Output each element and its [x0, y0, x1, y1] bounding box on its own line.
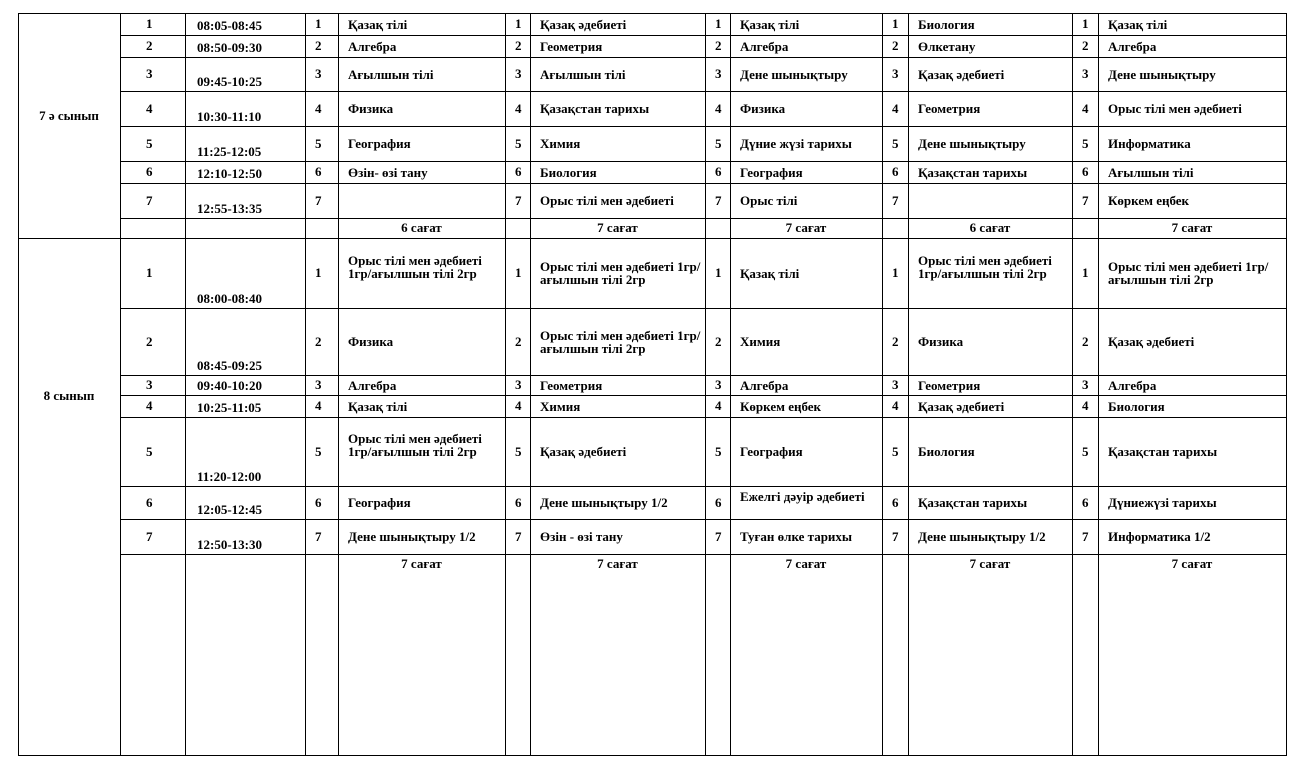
- subject-cell: Алгебра: [740, 377, 789, 393]
- table-hline: [18, 238, 1287, 239]
- subject-cell: Дүние жүзі тарихы: [740, 136, 852, 151]
- lesson-number: 7: [146, 192, 153, 208]
- subject-cell: Өзін - өзі тану: [540, 529, 623, 544]
- day-lesson-number: 2: [1082, 38, 1089, 53]
- subject-cell: Геометрия: [918, 377, 981, 393]
- subject-cell: Орыс тілі мен әдебиеті 1гр/ағылшын тілі 2гр: [348, 252, 482, 281]
- subject-cell: Алгебра: [740, 38, 789, 54]
- subject-cell: Қазақстан тарихы: [918, 495, 1028, 510]
- table-hline: [120, 35, 1287, 36]
- lesson-time: 10:30-11:10: [197, 109, 262, 124]
- hours-total: 7 сағат: [597, 556, 638, 571]
- day-lesson-number: 2: [515, 333, 522, 349]
- subject-cell: Химия: [540, 398, 581, 414]
- day-lesson-number: 4: [315, 100, 322, 116]
- day-lesson-number: 1: [515, 265, 522, 280]
- table-vline: [882, 13, 883, 755]
- day-lesson-number: 3: [715, 377, 722, 392]
- subject-cell: Дене шынықтыру: [1108, 66, 1216, 82]
- day-lesson-number: 3: [515, 66, 522, 81]
- day-lesson-number: 7: [715, 528, 722, 544]
- day-lesson-number: 3: [315, 66, 322, 81]
- subject-cell: Қазақ тілі: [740, 16, 800, 32]
- day-lesson-number: 5: [1082, 443, 1089, 459]
- day-lesson-number: 5: [515, 443, 522, 459]
- day-lesson-number: 5: [315, 443, 322, 459]
- subject-cell: Орыс тілі мен әдебиеті: [1108, 101, 1242, 116]
- hours-total: 7 сағат: [401, 556, 442, 571]
- table-hline: [120, 126, 1287, 127]
- subject-cell: Ағылшын тілі: [348, 66, 434, 82]
- table-hline: [120, 519, 1287, 520]
- day-lesson-number: 6: [1082, 494, 1089, 510]
- day-lesson-number: 2: [715, 38, 722, 53]
- subject-cell: Химия: [540, 136, 581, 151]
- table-hline: [120, 375, 1287, 376]
- table-hline: [120, 57, 1287, 58]
- subject-cell: Орыс тілі мен әдебиеті 1гр/ағылшын тілі 2гр: [540, 327, 701, 356]
- day-lesson-number: 4: [1082, 100, 1089, 116]
- day-lesson-number: 3: [892, 377, 899, 392]
- day-lesson-number: 7: [892, 192, 899, 208]
- subject-cell: Өлкетану: [918, 38, 976, 54]
- subject-cell: Информатика: [1108, 136, 1191, 151]
- subject-cell: Орыс тілі мен әдебиеті 1гр/ағылшын тілі 2гр: [918, 252, 1052, 281]
- subject-cell: География: [348, 495, 411, 510]
- day-lesson-number: 5: [892, 135, 899, 151]
- hours-total: 6 сағат: [401, 220, 442, 235]
- day-lesson-number: 4: [715, 398, 722, 413]
- table-vline: [338, 13, 339, 755]
- day-lesson-number: 4: [715, 100, 722, 116]
- day-lesson-number: 7: [315, 192, 322, 208]
- hours-total: 6 сағат: [969, 220, 1011, 235]
- lesson-time: 11:20-12:00: [197, 469, 262, 484]
- class-label: 7 ә сынып: [39, 107, 99, 123]
- day-lesson-number: 7: [515, 528, 522, 544]
- hours-total: 7 сағат: [785, 556, 827, 571]
- day-lesson-number: 4: [892, 398, 899, 413]
- day-lesson-number: 7: [315, 528, 322, 544]
- subject-cell: Көркем еңбек: [740, 398, 822, 414]
- subject-cell: Алгебра: [348, 377, 397, 393]
- lesson-time: 12:10-12:50: [197, 166, 262, 181]
- day-lesson-number: 1: [315, 16, 322, 31]
- day-lesson-number: 6: [1082, 164, 1089, 179]
- subject-cell: Өзін- өзі тану: [348, 164, 428, 180]
- lesson-number: 6: [146, 494, 153, 510]
- subject-cell: Дене шынықтыру: [740, 66, 848, 82]
- subject-cell: География: [740, 164, 803, 180]
- subject-cell: Биология: [918, 16, 975, 32]
- hours-total: 7 сағат: [597, 220, 638, 235]
- subject-cell: Қазақстан тарихы: [1108, 444, 1218, 459]
- lesson-number: 2: [146, 38, 153, 53]
- subject-cell: Геометрия: [540, 377, 603, 393]
- subject-cell: Қазақ тілі: [348, 16, 408, 32]
- subject-cell: Геометрия: [918, 101, 981, 116]
- subject-cell: Физика: [348, 101, 394, 116]
- lesson-number: 3: [146, 66, 153, 81]
- subject-cell: Геометрия: [540, 38, 603, 54]
- day-lesson-number: 2: [892, 38, 899, 53]
- day-lesson-number: 3: [515, 377, 522, 392]
- day-lesson-number: 3: [1082, 66, 1089, 81]
- subject-cell: Ежелгі дәуір әдебиеті: [740, 488, 865, 504]
- subject-cell: Физика: [918, 334, 964, 349]
- subject-cell: Орыс тілі мен әдебиеті: [540, 193, 674, 208]
- subject-cell: Қазақ тілі: [1108, 16, 1168, 32]
- day-lesson-number: 6: [315, 164, 322, 179]
- day-lesson-number: 1: [892, 265, 899, 280]
- day-lesson-number: 3: [715, 66, 722, 81]
- day-lesson-number: 1: [1082, 16, 1089, 31]
- day-lesson-number: 7: [515, 192, 522, 208]
- day-lesson-number: 6: [715, 164, 722, 179]
- day-lesson-number: 1: [515, 16, 522, 31]
- subject-cell: Дене шынықтыру: [918, 136, 1026, 151]
- hours-total: 7 сағат: [1171, 220, 1213, 235]
- table-hline: [120, 395, 1287, 396]
- subject-cell: Орыс тілі мен әдебиеті 1гр/ағылшын тілі 2гр: [540, 259, 701, 287]
- lesson-number: 4: [146, 398, 153, 413]
- subject-cell: Биология: [540, 164, 597, 180]
- table-vline: [185, 13, 186, 755]
- subject-cell: География: [740, 444, 803, 459]
- day-lesson-number: 3: [315, 377, 322, 392]
- day-lesson-number: 7: [892, 528, 899, 544]
- day-lesson-number: 4: [515, 398, 522, 413]
- day-lesson-number: 1: [1082, 265, 1089, 280]
- lesson-time: 08:00-08:40: [197, 291, 262, 306]
- lesson-number: 6: [146, 164, 153, 179]
- lesson-time: 11:25-12:05: [197, 144, 262, 159]
- table-hline: [120, 486, 1287, 487]
- table-hline: [18, 755, 1287, 756]
- table-vline: [705, 13, 706, 755]
- day-lesson-number: 6: [892, 494, 899, 510]
- day-lesson-number: 6: [715, 494, 722, 510]
- table-vline: [1072, 13, 1073, 755]
- lesson-number: 4: [146, 100, 153, 116]
- subject-cell: География: [348, 136, 411, 151]
- subject-cell: Орыс тілі: [740, 193, 798, 208]
- subject-cell: Ағылшын тілі: [1108, 164, 1194, 180]
- subject-cell: Дене шынықтыру 1/2: [918, 529, 1046, 544]
- day-lesson-number: 3: [1082, 377, 1089, 392]
- lesson-time: 12:05-12:45: [197, 502, 262, 517]
- lesson-number: 1: [146, 16, 153, 31]
- subject-cell: Көркем еңбек: [1108, 193, 1190, 208]
- subject-cell: Биология: [1108, 398, 1165, 414]
- day-lesson-number: 4: [515, 100, 522, 116]
- lesson-number: 1: [146, 265, 153, 280]
- lesson-time: 08:45-09:25: [197, 358, 262, 373]
- subject-cell: Орыс тілі мен әдебиеті 1гр/ағылшын тілі 2гр: [348, 431, 482, 459]
- subject-cell: Алгебра: [1108, 38, 1157, 54]
- day-lesson-number: 1: [715, 16, 722, 31]
- day-lesson-number: 6: [515, 494, 522, 510]
- subject-cell: Биология: [918, 444, 975, 459]
- lesson-number: 5: [146, 135, 153, 151]
- day-lesson-number: 6: [515, 164, 522, 179]
- lesson-number: 7: [146, 528, 153, 544]
- lesson-time: 08:05-08:45: [197, 18, 262, 33]
- table-vline: [505, 13, 506, 755]
- subject-cell: Қазақ тілі: [348, 398, 408, 414]
- day-lesson-number: 5: [715, 135, 722, 151]
- day-lesson-number: 2: [315, 38, 322, 53]
- hours-total: 7 сағат: [1171, 556, 1213, 571]
- table-hline: [18, 13, 1287, 14]
- subject-cell: Қазақ әдебиеті: [918, 398, 1005, 414]
- table-hline: [120, 417, 1287, 418]
- day-lesson-number: 7: [1082, 192, 1089, 208]
- lesson-time: 08:50-09:30: [197, 40, 262, 55]
- day-lesson-number: 6: [892, 164, 899, 179]
- table-hline: [120, 308, 1287, 309]
- hours-total: 7 сағат: [785, 220, 827, 235]
- lesson-time: 12:55-13:35: [197, 201, 262, 216]
- day-lesson-number: 5: [715, 443, 722, 459]
- subject-cell: Алгебра: [1108, 377, 1157, 393]
- table-vline: [120, 13, 121, 755]
- subject-cell: Алгебра: [348, 38, 397, 54]
- day-lesson-number: 2: [715, 333, 722, 349]
- day-lesson-number: 7: [715, 192, 722, 208]
- subject-cell: Туған өлке тарихы: [740, 529, 853, 544]
- subject-cell: Қазақ әдебиеті: [540, 444, 627, 459]
- day-lesson-number: 5: [315, 135, 322, 151]
- subject-cell: Қазақстан тарихы: [540, 101, 650, 116]
- table-hline: [120, 183, 1287, 184]
- schedule-table: [18, 13, 1286, 755]
- subject-cell: Дене шынықтыру 1/2: [540, 495, 668, 510]
- day-lesson-number: 5: [515, 135, 522, 151]
- table-vline: [1286, 13, 1287, 755]
- day-lesson-number: 1: [892, 16, 899, 31]
- day-lesson-number: 2: [892, 333, 899, 349]
- lesson-time: 09:40-10:20: [197, 378, 262, 393]
- day-lesson-number: 4: [1082, 398, 1089, 413]
- lesson-time: 09:45-10:25: [197, 74, 262, 89]
- day-lesson-number: 4: [315, 398, 322, 413]
- lesson-number: 5: [146, 443, 153, 459]
- subject-cell: Қазақстан тарихы: [918, 164, 1028, 180]
- day-lesson-number: 6: [315, 494, 322, 510]
- subject-cell: Қазақ тілі: [740, 265, 800, 281]
- day-lesson-number: 7: [1082, 528, 1089, 544]
- day-lesson-number: 1: [715, 265, 722, 280]
- subject-cell: Қазақ әдебиеті: [918, 66, 1005, 82]
- subject-cell: Химия: [740, 334, 781, 349]
- hours-total: 7 сағат: [969, 556, 1011, 571]
- lesson-number: 2: [146, 333, 153, 349]
- subject-cell: Дүниежүзі тарихы: [1108, 495, 1217, 510]
- lesson-time: 10:25-11:05: [197, 400, 262, 415]
- table-hline: [120, 554, 1287, 555]
- subject-cell: Орыс тілі мен әдебиеті 1гр/ағылшын тілі 2гр: [1108, 259, 1269, 287]
- class-label: 8 сынып: [43, 388, 95, 403]
- lesson-time: 12:50-13:30: [197, 537, 262, 552]
- subject-cell: Қазақ әдебиеті: [1108, 334, 1195, 349]
- subject-cell: Ағылшын тілі: [540, 66, 626, 82]
- table-vline: [18, 13, 19, 755]
- subject-cell: Қазақ әдебиеті: [540, 16, 627, 32]
- day-lesson-number: 3: [892, 66, 899, 81]
- subject-cell: Физика: [348, 334, 394, 349]
- day-lesson-number: 2: [515, 38, 522, 53]
- day-lesson-number: 4: [892, 100, 899, 116]
- day-lesson-number: 2: [315, 333, 322, 349]
- day-lesson-number: 5: [892, 443, 899, 459]
- subject-cell: Информатика 1/2: [1108, 529, 1211, 544]
- lesson-number: 3: [146, 377, 153, 392]
- table-vline: [305, 13, 306, 755]
- subject-cell: Дене шынықтыру 1/2: [348, 529, 476, 544]
- day-lesson-number: 2: [1082, 333, 1089, 349]
- day-lesson-number: 5: [1082, 135, 1089, 151]
- table-hline: [120, 91, 1287, 92]
- subject-cell: Физика: [740, 101, 786, 116]
- table-hline: [120, 161, 1287, 162]
- day-lesson-number: 1: [315, 265, 322, 280]
- table-hline: [120, 218, 1287, 219]
